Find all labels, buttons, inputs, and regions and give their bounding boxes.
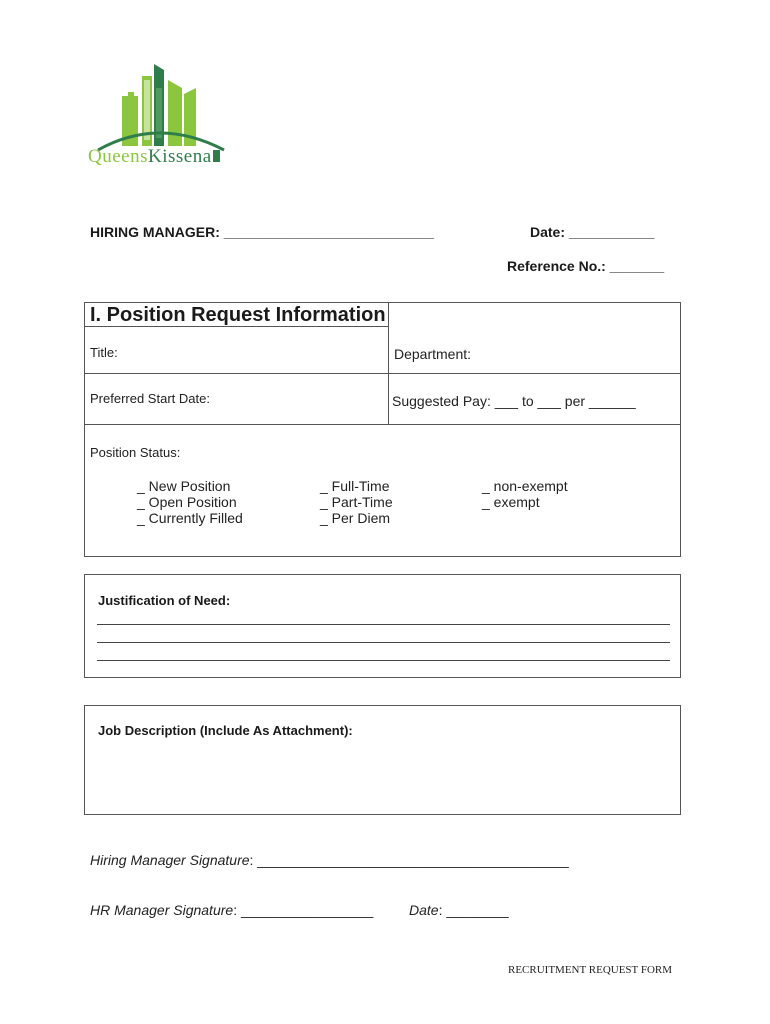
option-non-exempt[interactable]: _ non-exempt: [482, 478, 568, 494]
signature-date-line[interactable]: : ________: [438, 902, 509, 918]
suggested-pay-field[interactable]: Suggested Pay: ___ to ___ per ______: [392, 393, 636, 409]
hiring-manager-signature-row[interactable]: [90, 852, 569, 870]
hr-manager-signature-line[interactable]: : _________________: [233, 902, 374, 918]
option-currently-filled[interactable]: _ Currently Filled: [137, 510, 243, 526]
status-options-exemption: [482, 478, 568, 510]
option-open-position[interactable]: _ Open Position: [137, 494, 237, 510]
hiring-manager-signature-label: Hiring Manager Signature: [90, 852, 250, 868]
status-options-position-type: [137, 478, 243, 526]
logo-wordmark: [88, 146, 220, 168]
hr-manager-signature-row[interactable]: [90, 902, 373, 920]
section-title-underline: [84, 326, 389, 327]
section-title: I. Position Request Information: [90, 304, 386, 326]
signature-date-label: Date: [409, 902, 439, 918]
option-part-time[interactable]: _ Part-Time: [320, 494, 393, 510]
option-new-position[interactable]: _ New Position: [137, 478, 231, 494]
form-name-footer: RECRUITMENT REQUEST FORM: [508, 964, 673, 976]
title-field-label[interactable]: Title:: [90, 345, 118, 360]
option-exempt[interactable]: _ exempt: [482, 494, 540, 510]
date-field[interactable]: Date: ___________: [530, 224, 655, 240]
department-field-label[interactable]: Department:: [394, 346, 472, 362]
job-description-label: Job Description (Include As Attachment):: [98, 723, 353, 738]
status-options-schedule: [320, 478, 393, 526]
justification-section: [84, 574, 681, 678]
logo-badge-icon: [213, 150, 220, 162]
job-description-section[interactable]: [84, 705, 681, 815]
option-full-time[interactable]: _ Full-Time: [320, 478, 390, 494]
justification-line-3[interactable]: [97, 660, 670, 661]
justification-label: Justification of Need:: [98, 593, 231, 608]
justification-line-2[interactable]: [97, 642, 670, 643]
reference-number-field[interactable]: Reference No.: _______: [507, 258, 665, 274]
logo-word-queens: Queens: [88, 146, 148, 167]
row-divider-1: [84, 373, 681, 374]
column-divider: [388, 302, 389, 424]
preferred-start-date-label[interactable]: Preferred Start Date:: [90, 391, 210, 406]
hr-manager-signature-label: HR Manager Signature: [90, 902, 234, 918]
logo-word-kissena: Kissena: [147, 146, 212, 167]
hiring-manager-field[interactable]: HIRING MANAGER: ___________________________: [90, 224, 434, 240]
signature-date-row[interactable]: [409, 902, 509, 920]
justification-line-1[interactable]: [97, 624, 670, 625]
position-status-label: Position Status:: [90, 445, 181, 460]
row-divider-2: [84, 424, 681, 425]
hiring-manager-signature-line[interactable]: : ________________________________________: [249, 852, 569, 868]
option-per-diem[interactable]: _ Per Diem: [320, 510, 391, 526]
